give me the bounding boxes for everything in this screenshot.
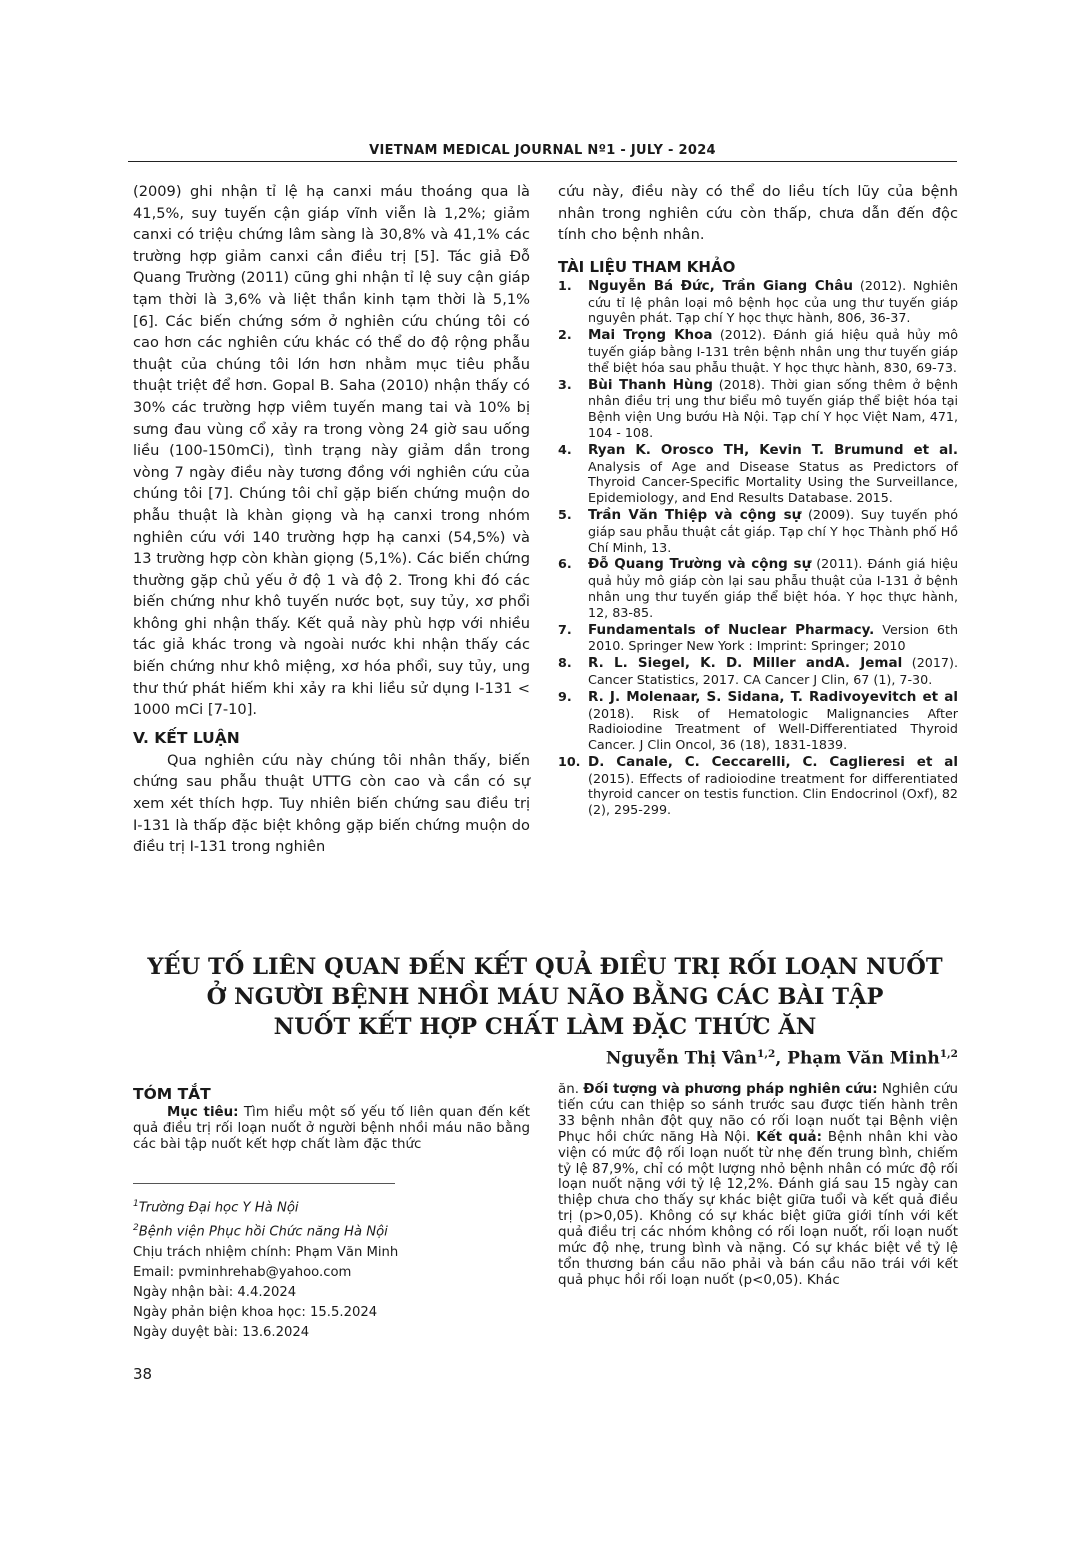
title-line-1: YẾU TỐ LIÊN QUAN ĐẾN KẾT QUẢ ĐIỀU TRỊ RỐI LOẠN NUỐT [147,954,943,980]
abstract-heading: TÓM TẮT [133,1085,211,1103]
corresponding-author: Chịu trách nhiệm chính: Phạm Văn Minh [133,1244,399,1260]
references-heading: TÀI LIỆU THAM KHẢO [558,257,736,276]
section-heading-conclusion: V. KẾT LUẬN [133,728,240,747]
article-title [140,952,950,1042]
reference-list [558,278,958,818]
left-column [133,181,530,858]
reference-item: 1. Nguyễn Bá Đức, Trần Giang Châu (2012). Nghiên cứu tỉ lệ phân loại mô bệnh học của ung thư tuyến giáp nguyên phát. Tạp chí Y học thực hành, 806, 36-37. [558,277,959,326]
title-line-2: Ở NGƯỜI BỆNH NHỒI MÁU NÃO BẰNG CÁC BÀI TẬP [206,984,884,1010]
reference-item: 4. Ryan K. Orosco TH, Kevin T. Brumund et al. Analysis of Age and Disease Status as Predictors of Thyroid Cancer-Specific Mortality Using the Surveillance, Epidemiology, and End Results Database. 2015. [558,441,958,506]
reference-item: 9. R. J. Molenaar, S. Sidana, T. Radivoyevitch et al (2018). Risk of Hematologic Malignancies After Radioiodine Treatment of Well-Differentiated Thyroid Cancer. J Clin Oncol, 36 (18), 1831-1839. [558,688,958,753]
abstract-objective: Mục tiêu: Tìm hiểu một số yếu tố liên quan đến kết quả điều trị rối loạn nuốt ở người bệnh nhồi máu não bằng các bài tập nuốt kết hợp chất làm đặc thức [133,1105,530,1152]
abstract-body: ăn. Đối tượng và phương pháp nghiên cứu: Nghiên cứu tiến cứu can thiệp so sánh trước sau được tiến hành trên 33 bệnh nhân đột quỵ não có rối loạn nuốt tại Bệnh viện Phục hồi chức năng Hà Nội. Kết quả: Bệnh nhân khi vào viện có mức độ rối loạn nuốt từ nhẹ đến trung bình, chiếm tỷ lệ 87,9%, chỉ có một lượng nhỏ bệnh nhân có mức độ rối loạn nuốt nặng với tỷ lệ 12,2%. Đánh giá sau 15 ngày can thiệp chưa cho thấy sự khác biệt giữa tuổi và kết quả điều trị (p>0,05). Không có sự khác biệt giữa giới tính với kết quả điều trị các nhóm không có rối loạn nuốt, rối loạn nuốt mức độ nhẹ, trung bình và nặng. Có sự khác biệt về tỷ lệ tổn thương bán cầu não phải và bán cầu não trái với kết quả phục hồi rối loạn nuốt (p<0,05). Khác [558,1082,958,1288]
objective-label: Mục tiêu: [167,1105,239,1120]
reference-item: 6. Đỗ Quang Trường và cộng sự (2011). Đánh giá hiệu quả hủy mô giáp còn lại sau phẫu thuật của I-131 ở bệnh nhân ung thư tuyến giáp thể biệt hóa. Y học thực hành, 12, 83-85. [558,556,958,620]
page-number: 38 [133,1365,153,1383]
reference-item: 8. R. L. Siegel, K. D. Miller andA. Jemal (2017). Cancer Statistics, 2017. CA Cancer J Clin, 67 (1), 7-30. [558,655,958,687]
conclusion-paragraph: Qua nghiên cứu này chúng tôi nhân thấy, biến chứng sau phẫu thuật UTTG còn cao và cần có sự xem xét thích hợp. Tuy nhiên biến chứng sau điều trị I-131 là thấp đặc biệt không gặp biến chứng muộn do điều trị I-131 trong nghiên [133,751,530,856]
contact-email: Email: pvminhrehab@yahoo.com [133,1264,352,1280]
reference-item: 10. D. Canale, C. Ceccarelli, C. Caglieresi et al (2015). Effects of radioiodine treatment for differentiated thyroid cancer on testis function. Clin Endocrinol (Oxf), 82 (2), 295-299. [558,753,958,818]
author-name: Nguyễn Thị Vân [605,1048,758,1069]
abstract-right [558,1082,958,1289]
conclusion-continuation: cứu này, điều này có thể do liều tích lũy của bệnh nhân trong nghiên cứu còn thấp, chưa dẫn đến độc tính cho bệnh nhân. [558,183,958,244]
header-rule [128,161,957,162]
right-column [558,181,958,819]
reference-item: 7. Fundamentals of Nuclear Pharmacy. Version 6th 2010. Springer New York : Imprint: Springer; 2010 [558,621,958,654]
author-name: Phạm Văn Minh [787,1048,940,1069]
date-accepted: Ngày duyệt bài: 13.6.2024 [133,1324,310,1340]
author-affiliation-sup: 1,2 [939,1048,958,1060]
reference-item: 2. Mai Trọng Khoa (2012). Đánh giá hiệu quả hủy mô tuyến giáp bằng I-131 trên bệnh nhân ung thư tuyến giáp thể biệt hóa sau phẫu thuật. Y học thực hành, 830, 69-73. [558,327,958,375]
results-label: Kết quả: [756,1129,822,1145]
methods-label: Đối tượng và phương pháp nghiên cứu: [583,1082,878,1097]
footnotes [133,1194,530,1343]
article-authors [606,1048,958,1069]
abstract-left [133,1085,530,1153]
reference-item: 5. Trần Văn Thiệp và cộng sự (2009). Suy tuyến phó giáp sau phẫu thuật cắt giáp. Tạp chí Y học Thành phố Hồ Chí Minh, 13. [558,506,958,555]
date-received: Ngày nhận bài: 4.4.2024 [133,1284,297,1300]
reference-item: 3. Bùi Thanh Hùng (2018). Thời gian sống thêm ở bệnh nhân điều trị ung thư biểu mô tuyến giáp thể biệt hóa tại Bệnh viện Ung bướu Hà Nội. Tạp chí Y học Việt Nam, 471, 104 - 108. [558,376,958,440]
affiliation-2: $^2$Bệnh viện Phục hồi Chức năng Hà Nội [133,1223,388,1240]
author-affiliation-sup: 1,2 [757,1048,776,1060]
affiliation-1: $^1$Trường Đại học Y Hà Nội [133,1199,299,1216]
discussion-paragraph: (2009) ghi nhận tỉ lệ hạ canxi máu thoáng qua là 41,5%, suy tuyến cận giáp vĩnh viễn là 1,2%; giảm canxi có triệu chứng lâm sàng là 30,8% và 41,1% các trường hợp giảm canxi cần điều trị [5]. Tác giả Đỗ Quang Trường (2011) cũng ghi nhận tỉ lệ suy cận giáp tạm thời là 3,6% và liệt thần kinh tạm thời là 5,1% [6]. Các biến chứng sớm ở nghiên cứu chúng tôi có cao hơn các nghiên cứu khác có thể do độ rộng phẫu thuật của chúng tôi lớn hơn nhằm mục tiêu phẫu thuật triệt để hơn. Gopal B. Saha (2010) nhận thấy có 30% các trường hợp viêm tuyến mang tai và 10% bị sưng đau vùng cổ xảy ra trong vòng 24 giờ sau uống liều (100-150mCi), tình trạng này giảm dần trong vòng 7 ngày điều này tương đồng với nghiên cứu của chúng tôi [7]. Chúng tôi chỉ gặp biến chứng muộn do phẫu thuật là khàn giọng và hạ canxi trong nhóm nghiên cứu với 140 trường hợp hạ canxi (54,5%) và 13 trường hợp còn khàn giọng (5,1%). Các biến chứng thường gặp chủ yếu ở độ 1 và độ 2. Trong khi đó các biến chứng như khô tuyến nước bọt, suy tủy, xơ phổi không ghi nhận thấy. Kết quả này phù hợp với nhiều tác giả khác trong và ngoài nước khi nhận thấy các biến chứng như khô miệng, xơ hóa phổi, suy tủy, ung thư thứ phát hiếm khi xảy ra khi liều sử dụng I-131 < 1000 mCi [7-10]. [133,183,530,719]
journal-header: VIETNAM MEDICAL JOURNAL Nº1 - JULY - 2024 [369,143,716,158]
author-separator: , [775,1048,788,1069]
footnote-rule [133,1183,395,1184]
date-reviewed: Ngày phản biện khoa học: 15.5.2024 [133,1304,378,1320]
title-line-3: NUỐT KẾT HỢP CHẤT LÀM ĐẶC THỨC ĂN [273,1014,817,1040]
